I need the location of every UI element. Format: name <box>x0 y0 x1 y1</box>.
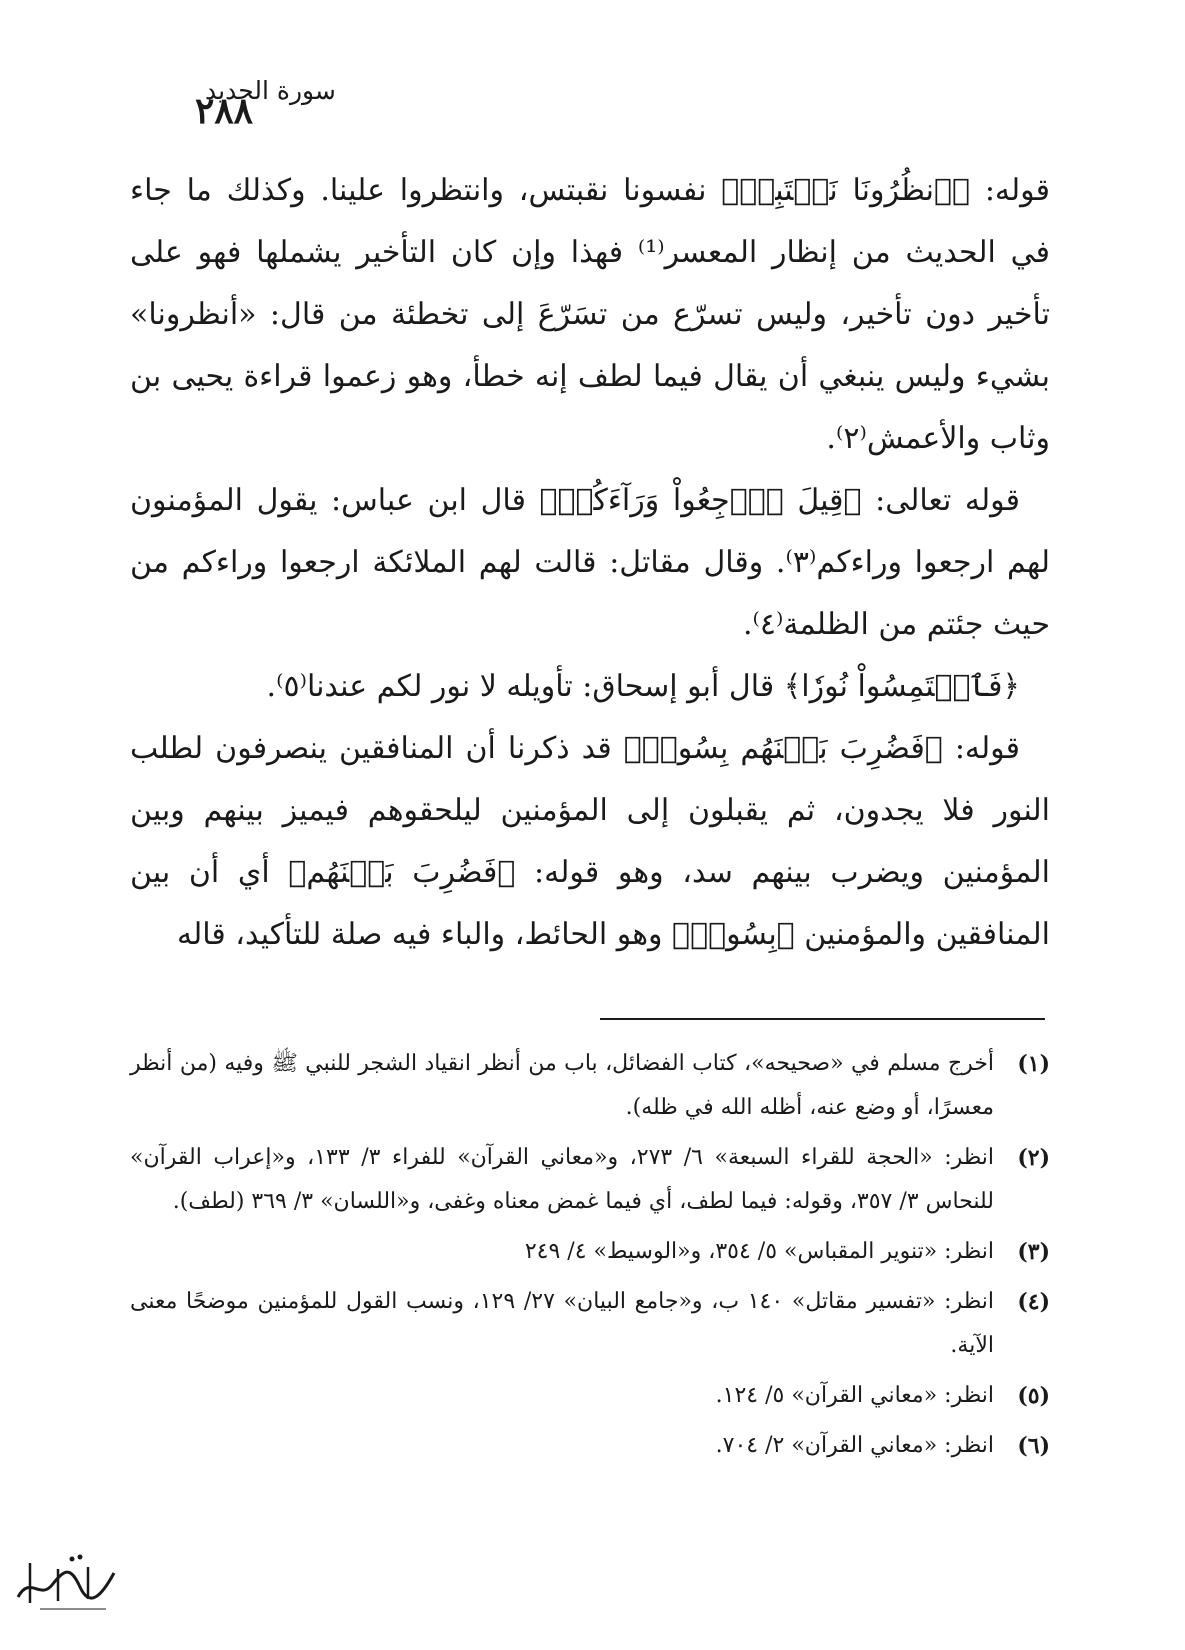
page-header <box>0 70 1185 130</box>
footnote-5 <box>130 1374 1050 1418</box>
footnote-4 <box>130 1280 1050 1368</box>
footnote-6 <box>130 1424 1050 1468</box>
footnote-3 <box>130 1230 1050 1274</box>
footnote-1 <box>130 1042 1050 1130</box>
calligraphy-logo-icon <box>10 1545 120 1615</box>
footnotes <box>130 1042 1050 1474</box>
footnote-text: انظر: «معاني القرآن» ٥/ ١٢٤. <box>715 1383 994 1408</box>
footnote-separator <box>600 1018 1045 1020</box>
paragraph-2: قوله تعالى: ﴿قِيلَ ٱرۡجِعُواْ وَرَآءَكُمۡ﴾ قال ابن عباس: يقول المؤمنون لهم ارجعوا وراءكم⁽٣⁾. وقال مقاتل: قالت لهم الملائكة ارجعوا وراءكم من حيث جئتم من الظلمة⁽٤⁾. <box>130 483 1050 642</box>
footnote-text: انظر: «الحجة للقراء السبعة» ٦/ ٢٧٣، و«معاني القرآن» للفراء ٣/ ١٣٣، و«إعراب القرآن» للنحاس ٣/ ٣٥٧، وقوله: فيما لطف، أي فيما غمض معناه وغفى، و«اللسان» ٣/ ٣٦٩ (لطف). <box>130 1145 995 1214</box>
paragraph-4: قوله: ﴿فَضُرِبَ بَيۡنَهُم بِسُورٖ﴾ قد ذكرنا أن المنافقين ينصرفون لطلب النور فلا يجدون، ثم يقبلون إلى المؤمنين ليلحقوهم فيميز بينهم وبين المؤمنين ويضرب بينهم سد، وهو قوله: ﴿فَضُرِبَ بَيۡنَهُم﴾ أي أن بين المنافقين والمؤمنين ﴿بِسُورٖ﴾ وهو الحائط، والباء فيه صلة للتأكيد، قاله <box>130 731 1050 952</box>
footnote-2 <box>130 1136 1050 1224</box>
footnote-marker: (٣) <box>1017 1239 1050 1265</box>
footnote-marker: (٢) <box>1017 1145 1050 1171</box>
footnote-marker: (٥) <box>1017 1383 1050 1409</box>
page-number: ٢٨٨ <box>195 90 254 132</box>
publisher-logo <box>10 1545 120 1615</box>
footnote-text: أخرج مسلم في «صحيحه»، كتاب الفضائل، باب من أنظر انقياد الشجر للنبي ﷺ وفيه (من أنظر معسرًا، أو وضع عنه، أظله الله في ظله). <box>130 1051 994 1120</box>
footnote-marker: (١) <box>1017 1051 1050 1077</box>
running-head: سورة الحديد <box>205 76 336 105</box>
main-text <box>130 160 1050 966</box>
paragraph-1: قوله: ﴿ٱنظُرُونَا نَقۡتَبِسۡ﴾ نفسونا نقبتس، وانتظروا علينا. وكذلك ما جاء في الحديث من إنظار المعسر⁽¹⁾ فهذا وإن كان التأخير يشملها فهو على تأخير دون تأخير، وليس تسرّع من تسَرّعَ إلى تخطئة من قال: «أنظرونا» بشيء وليس ينبغي أن يقال فيما لطف إنه خطأ، وهو زعموا قراءة يحيى بن وثاب والأعمش⁽٢⁾. <box>130 173 1050 456</box>
footnote-text: انظر: «معاني القرآن» ٢/ ٧٠٤. <box>715 1433 994 1458</box>
footnote-marker: (٤) <box>1017 1289 1050 1315</box>
footnote-marker: (٦) <box>1017 1433 1050 1459</box>
footnote-text: انظر: «تفسير مقاتل» ١٤٠ ب، و«جامع البيان» ٢٧/ ١٢٩، ونسب القول للمؤمنين موضحًا معنى الآية. <box>130 1289 995 1358</box>
paragraph-3: ﴿فَٱلۡتَمِسُواْ نُورٗا﴾ قال أبو إسحاق: تأويله لا نور لكم عندنا⁽٥⁾. <box>266 669 1020 704</box>
footnote-text: انظر: «تنوير المقباس» ٥/ ٣٥٤، و«الوسيط» ٤/ ٢٤٩ <box>524 1239 994 1264</box>
